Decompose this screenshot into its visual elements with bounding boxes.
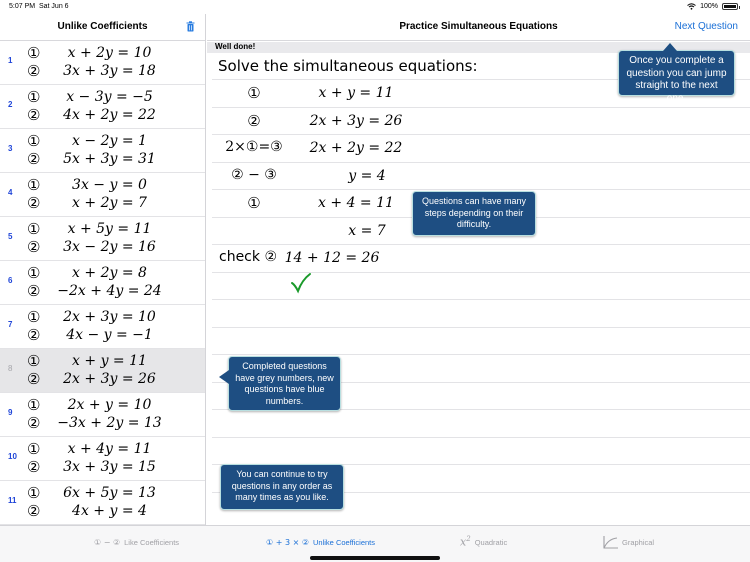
row-divider xyxy=(212,299,750,300)
equation-line xyxy=(27,326,197,344)
step-label: ① xyxy=(247,84,261,102)
page-title: Practice Simultaneous Equations xyxy=(399,21,558,32)
question-number: 10 xyxy=(8,452,17,461)
check-step xyxy=(212,245,612,272)
equation-number-two: ② xyxy=(27,326,41,344)
row-divider xyxy=(212,327,750,328)
equation: 3x + 3y = 15 xyxy=(63,459,156,475)
equation-number-two: ② xyxy=(27,194,41,212)
equation: 3x + 3y = 18 xyxy=(63,63,156,79)
equation-number-two: ② xyxy=(27,106,41,124)
equation-line xyxy=(27,88,197,106)
question-number: 5 xyxy=(8,232,13,241)
graph-icon xyxy=(603,536,618,549)
equation-line xyxy=(27,106,197,124)
equation-line xyxy=(27,396,197,414)
status-bar xyxy=(0,0,750,14)
equation: x + 4y = 11 xyxy=(67,441,152,457)
tab-graphical[interactable] xyxy=(603,534,654,550)
tooltip-arrow xyxy=(219,370,229,384)
equation-number-two: ② xyxy=(27,282,41,300)
equation-line xyxy=(27,352,197,370)
equation: 4x + 2y = 22 xyxy=(63,107,156,123)
tab-bar xyxy=(0,525,750,562)
tooltip-text: Once you complete a question you can jump straight to the next one. xyxy=(626,55,727,104)
question-row[interactable] xyxy=(0,85,205,129)
step-expression: x + 4 = 11 xyxy=(318,195,394,211)
like-coefficients-icon: ① − ② xyxy=(94,537,121,547)
question-row[interactable] xyxy=(0,41,205,85)
tooltip-text: Questions can have many steps depending on their difficulty. xyxy=(421,196,527,229)
equation-number-two: ② xyxy=(27,458,41,476)
equation: 4x − y = −1 xyxy=(66,327,153,343)
row-divider xyxy=(212,437,750,438)
unlike-coefficients-icon: ① + 3 × ② xyxy=(266,537,310,547)
equation-line xyxy=(27,308,197,326)
tooltip-steps xyxy=(412,191,536,236)
equation-number-one: ① xyxy=(27,308,41,326)
battery-percent: 100% xyxy=(700,3,718,10)
quadratic-icon: $x^2$ xyxy=(460,535,471,549)
home-indicator xyxy=(310,556,440,560)
question-number: 9 xyxy=(8,408,13,417)
equation-line xyxy=(27,176,197,194)
working-step xyxy=(212,80,612,107)
sidebar-title: Unlike Coefficients xyxy=(57,21,148,32)
step-label: ① xyxy=(247,194,261,212)
question-row[interactable] xyxy=(0,261,205,305)
tab-label: Unlike Coefficients xyxy=(313,537,375,547)
tooltip-text: You can continue to try questions in any order as many times as you like. xyxy=(231,469,333,502)
equation: −3x + 2y = 13 xyxy=(57,415,162,431)
detail-header xyxy=(207,14,750,41)
tooltip-arrow xyxy=(663,43,677,51)
equation-line xyxy=(27,238,197,256)
equation: x + 2y = 7 xyxy=(72,195,147,211)
step-expression: y = 4 xyxy=(348,168,386,184)
question-number: 3 xyxy=(8,144,13,153)
equation-line xyxy=(27,150,197,168)
question-number: 6 xyxy=(8,276,13,285)
question-prompt: Solve the simultaneous equations: xyxy=(218,57,478,75)
equation-number-two: ② xyxy=(27,502,41,520)
equation-number-two: ② xyxy=(27,414,41,432)
tooltip-text: Completed questions have grey numbers, new questions have blue numbers. xyxy=(235,361,334,406)
tab-label: Quadratic xyxy=(474,537,508,547)
equation-line xyxy=(27,132,197,150)
equation-line xyxy=(27,282,197,300)
equation-number-one: ① xyxy=(27,44,41,62)
equation-number-one: ① xyxy=(27,396,41,414)
equation-line xyxy=(27,194,197,212)
equation-number-two: ② xyxy=(27,62,41,80)
step-expression: 14 + 12 = 26 xyxy=(284,250,380,266)
equation: x + y = 11 xyxy=(72,353,147,369)
equation-line xyxy=(27,440,197,458)
step-label: 2×①=③ xyxy=(225,139,283,155)
question-sidebar xyxy=(0,14,206,525)
step-expression: 2x + 3y = 26 xyxy=(309,113,403,129)
question-row[interactable] xyxy=(0,437,205,481)
equation: 5x + 3y = 31 xyxy=(63,151,156,167)
step-label: check ② xyxy=(219,249,277,265)
tab-quadratic[interactable] xyxy=(460,534,507,550)
equation-number-two: ② xyxy=(27,370,41,388)
tab-like-coefficients[interactable] xyxy=(94,534,179,550)
question-number: 7 xyxy=(8,320,13,329)
equation: 2x + 3y = 10 xyxy=(63,309,156,325)
tab-unlike-coefficients[interactable] xyxy=(266,534,375,550)
tooltip-next-question xyxy=(618,50,735,104)
equation-line xyxy=(27,370,197,388)
equation-number-one: ① xyxy=(27,440,41,458)
banner-text: Well done! xyxy=(215,42,256,51)
question-number: 1 xyxy=(8,56,13,65)
equation: 4x + y = 4 xyxy=(72,503,147,519)
equation: x − 3y = −5 xyxy=(66,89,153,105)
step-label: ② − ③ xyxy=(231,167,277,183)
equation-number-one: ① xyxy=(27,176,41,194)
equation-line xyxy=(27,502,197,520)
question-number: 4 xyxy=(8,188,13,197)
equation-line xyxy=(27,264,197,282)
question-list xyxy=(0,41,205,525)
step-expression: x = 7 xyxy=(348,223,386,239)
equation: −2x + 4y = 24 xyxy=(57,283,162,299)
battery-icon xyxy=(722,3,738,10)
equation-number-one: ① xyxy=(27,220,41,238)
row-divider xyxy=(212,354,750,355)
status-time: 5:07 PM Sat Jun 6 xyxy=(9,3,69,10)
status-right xyxy=(687,3,738,10)
equation: x + 5y = 11 xyxy=(67,221,152,237)
question-row[interactable] xyxy=(0,305,205,349)
equation-number-one: ① xyxy=(27,484,41,502)
equation-number-one: ① xyxy=(27,352,41,370)
sidebar-header xyxy=(0,14,205,41)
equation-number-two: ② xyxy=(27,150,41,168)
step-label: ② xyxy=(247,112,261,130)
next-question-button[interactable]: Next Question xyxy=(674,21,738,32)
question-row[interactable] xyxy=(0,481,205,525)
equation-number-two: ② xyxy=(27,238,41,256)
question-number: 8 xyxy=(8,364,13,373)
tooltip-completed xyxy=(228,356,341,411)
working-step xyxy=(212,163,612,190)
question-row[interactable] xyxy=(0,393,205,437)
question-number: 2 xyxy=(8,100,13,109)
equation-line xyxy=(27,62,197,80)
equation-number-one: ① xyxy=(27,88,41,106)
equation-line xyxy=(27,414,197,432)
working-step xyxy=(212,108,612,135)
equation-line xyxy=(27,220,197,238)
equation: 3x − y = 0 xyxy=(72,177,147,193)
step-expression: 2x + 2y = 22 xyxy=(309,140,403,156)
equation: 2x + 3y = 26 xyxy=(63,371,156,387)
equation: x + 2y = 10 xyxy=(67,45,152,61)
equation: x + 2y = 8 xyxy=(72,265,147,281)
working-step xyxy=(212,135,612,162)
equation-line xyxy=(27,484,197,502)
trash-icon[interactable] xyxy=(186,21,195,32)
step-expression: x + y = 11 xyxy=(318,85,394,101)
question-row[interactable] xyxy=(0,173,205,217)
wifi-icon xyxy=(687,3,696,10)
question-row[interactable] xyxy=(0,129,205,173)
checkmark-icon xyxy=(290,272,312,294)
equation: 3x − 2y = 16 xyxy=(63,239,156,255)
tab-label: Like Coefficients xyxy=(124,537,180,547)
equation: 2x + y = 10 xyxy=(67,397,152,413)
question-number: 11 xyxy=(8,496,17,505)
tooltip-order xyxy=(220,464,344,510)
equation-line xyxy=(27,458,197,476)
question-row[interactable] xyxy=(0,349,205,393)
equation-number-one: ① xyxy=(27,264,41,282)
question-row[interactable] xyxy=(0,217,205,261)
equation: 6x + 5y = 13 xyxy=(63,485,156,501)
tab-label: Graphical xyxy=(622,537,655,547)
equation: x − 2y = 1 xyxy=(72,133,147,149)
equation-number-one: ① xyxy=(27,132,41,150)
equation-line xyxy=(27,44,197,62)
